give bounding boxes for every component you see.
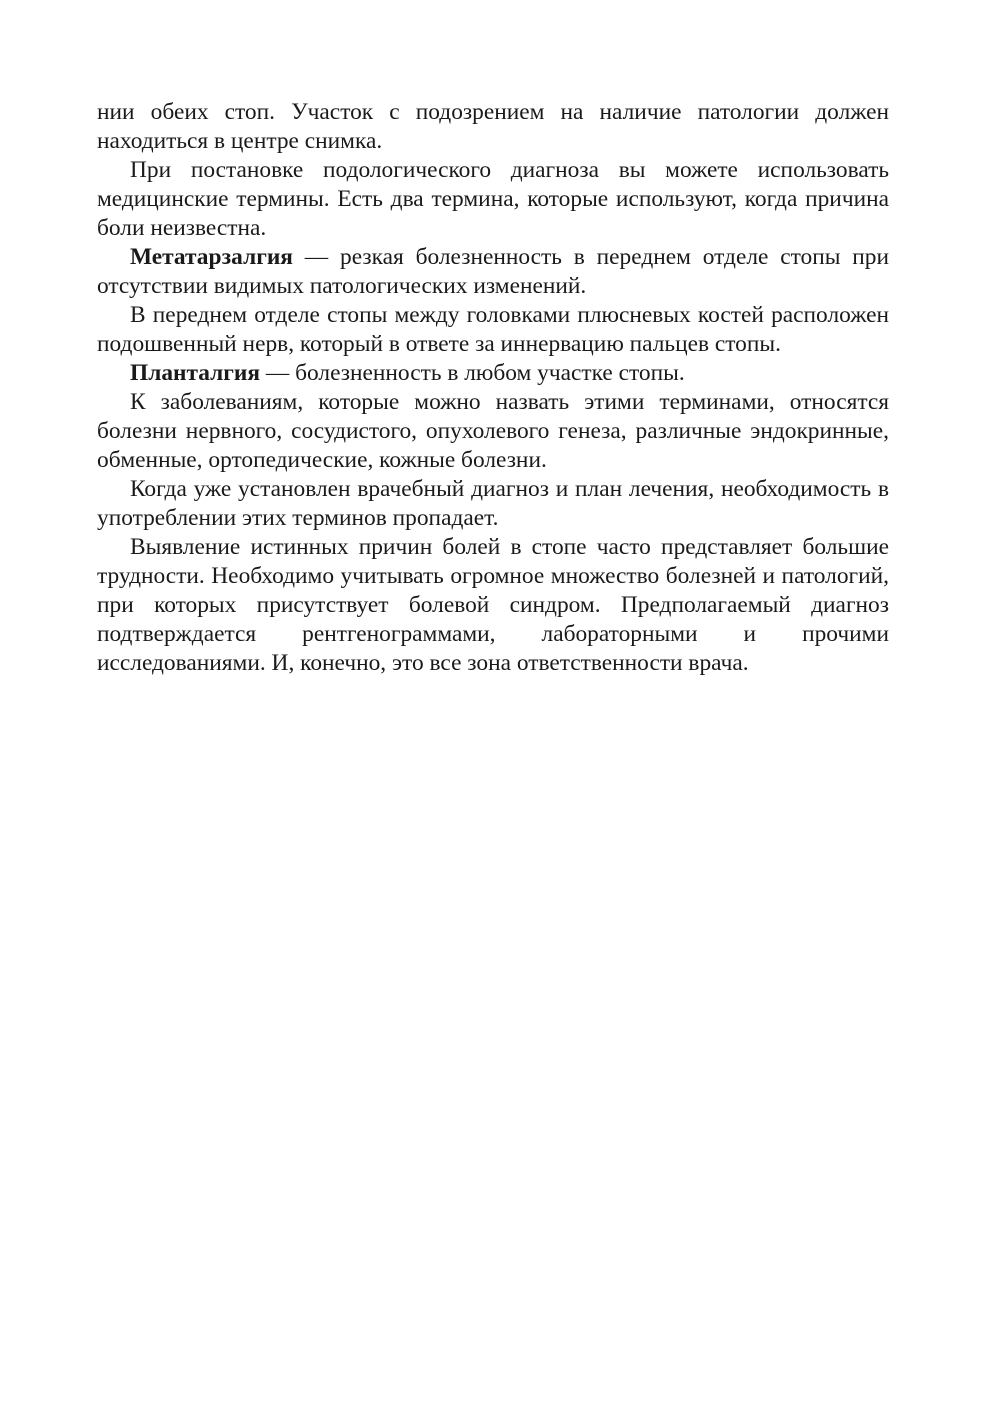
paragraph-text: нии обеих стоп. Участок с подозрением на наличие патологии должен находиться в центре снимка. <box>97 99 889 154</box>
paragraph-text: Выявление истинных причин болей в стопе часто представляет большие трудности. Необходимо учитывать огромное множество болезней и патологий, при которых присутствует болевой синдром. Предполагаемый диагноз подтверждается рентгенограммами, лабораторными и прочими исследованиями. И, конечно, это все зона ответственности врача. <box>97 534 889 676</box>
paragraph-text: — болезненность в любом участке стопы. <box>260 360 685 386</box>
document-page <box>97 98 889 678</box>
paragraph-causes <box>97 533 889 678</box>
term-plantalgia: Планталгия <box>130 360 261 386</box>
paragraph-text: К заболеваниям, которые можно назвать этими терминами, относятся болезни нервного, сосудистого, опухолевого генеза, различные эндокринные, обменные, ортопедические, кожные болезни. <box>97 389 889 473</box>
paragraph-plantalgia <box>97 359 889 388</box>
paragraph-text: — резкая болезненность в переднем отделе стопы при отсутствии видимых патологических изменений. <box>97 244 889 299</box>
paragraph-text: При постановке подологического диагноза вы можете использовать медицинские термины. Есть два термина, которые используют, когда причина боли неизвестна. <box>97 157 889 241</box>
term-metatarsalgia: Метатарзалгия <box>130 244 293 270</box>
paragraph-plantar-nerve <box>97 301 889 359</box>
paragraph-text: Когда уже установлен врачебный диагноз и план лечения, необходимость в употреблении этих терминов пропадает. <box>97 476 889 531</box>
paragraph-diagnosis <box>97 475 889 533</box>
paragraph-text: В переднем отделе стопы между головками плюсневых костей расположен подошвенный нерв, который в ответе за иннервацию пальцев стопы. <box>97 302 889 357</box>
paragraph-medical-terms <box>97 156 889 243</box>
paragraph-diseases <box>97 388 889 475</box>
paragraph-continuation <box>97 98 889 156</box>
paragraph-metatarsalgia <box>97 243 889 301</box>
